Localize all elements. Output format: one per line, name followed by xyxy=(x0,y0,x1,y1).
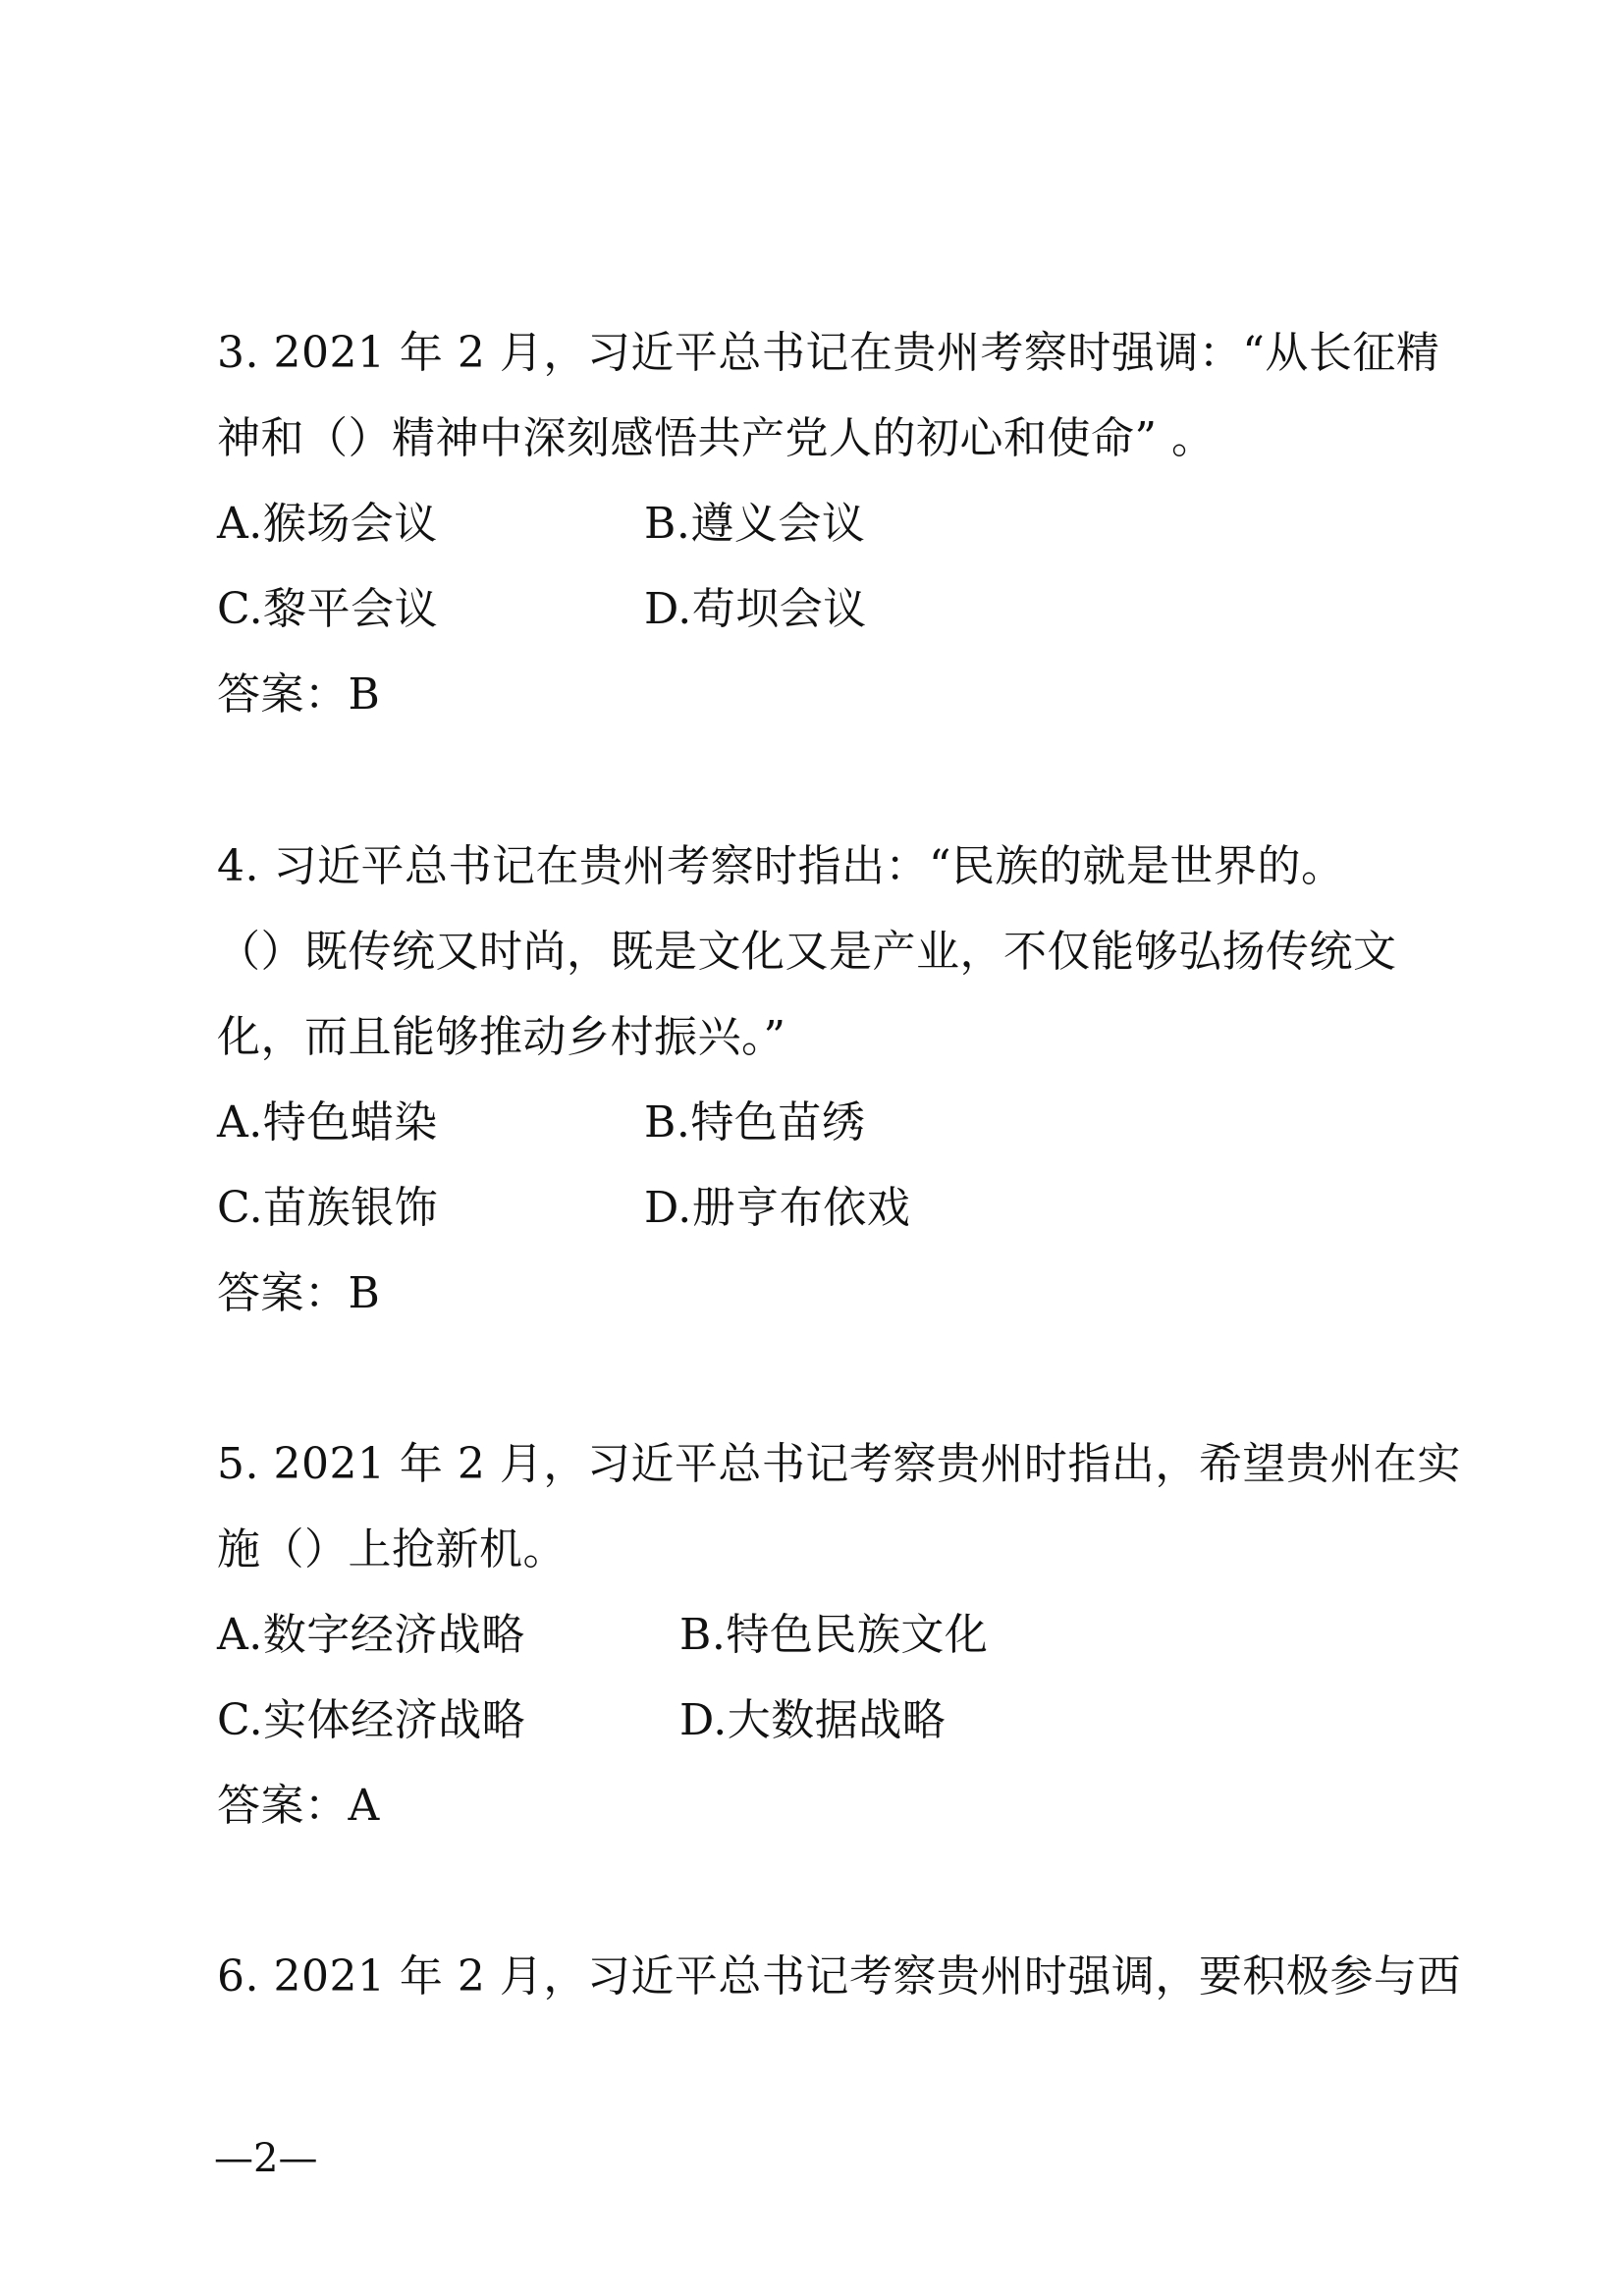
question-5-option-b: B.特色民族文化 xyxy=(679,1610,989,1660)
question-5-option-row-2 xyxy=(217,1691,947,1750)
question-3-option-b: B.遵义会议 xyxy=(644,499,866,549)
question-4-option-d: D.册亨布依戏 xyxy=(644,1183,911,1233)
question-5-stem-line-1: 5. 2021 年 2 月，习近平总书记考察贵州时指出，希望贵州在实 xyxy=(217,1439,1461,1489)
question-3-option-row-1 xyxy=(217,495,866,554)
question-4-option-c: C.苗族银饰 xyxy=(217,1183,439,1233)
question-5-option-a: A.数字经济战略 xyxy=(217,1610,525,1660)
question-5-option-row-1 xyxy=(217,1606,989,1665)
page-number: —2— xyxy=(214,2136,318,2181)
question-3-option-row-2 xyxy=(217,580,867,639)
question-3-stem-line-2: 神和（）精神中深刻感悟共产党人的初心和使命” 。 xyxy=(217,413,1216,463)
question-5-option-d: D.大数据战略 xyxy=(679,1695,947,1745)
question-4-stem-line-2: （）既传统又时尚，既是文化又是产业，不仅能够弘扬传统文 xyxy=(217,927,1397,977)
question-4-option-b: B.特色苗绣 xyxy=(644,1097,866,1148)
question-4-stem-line-3: 化，而且能够推动乡村振兴。” xyxy=(217,1012,786,1062)
question-5-stem-line-2: 施（）上抢新机。 xyxy=(217,1524,567,1575)
question-3-stem-line-1: 3. 2021 年 2 月，习近平总书记在贵州考察时强调：“从长征精 xyxy=(217,328,1440,378)
question-5-answer: 答案：A xyxy=(217,1781,380,1831)
question-4-option-row-1 xyxy=(217,1094,866,1152)
question-3-option-c: C.黎平会议 xyxy=(217,584,439,634)
question-4-answer: 答案：B xyxy=(217,1268,381,1318)
question-5-option-c: C.实体经济战略 xyxy=(217,1695,526,1745)
question-3-answer: 答案：B xyxy=(217,669,381,720)
question-4-option-a: A.特色蜡染 xyxy=(217,1097,438,1148)
question-4-stem-line-1: 4. 习近平总书记在贵州考察时指出：“民族的就是世界的。 xyxy=(217,841,1345,891)
question-3-option-d: D.苟坝会议 xyxy=(644,584,867,634)
question-3-option-a: A.猴场会议 xyxy=(217,499,438,549)
question-4-option-row-2 xyxy=(217,1179,911,1238)
question-6-stem-line-1: 6. 2021 年 2 月，习近平总书记考察贵州时强调，要积极参与西 xyxy=(217,1951,1461,2002)
